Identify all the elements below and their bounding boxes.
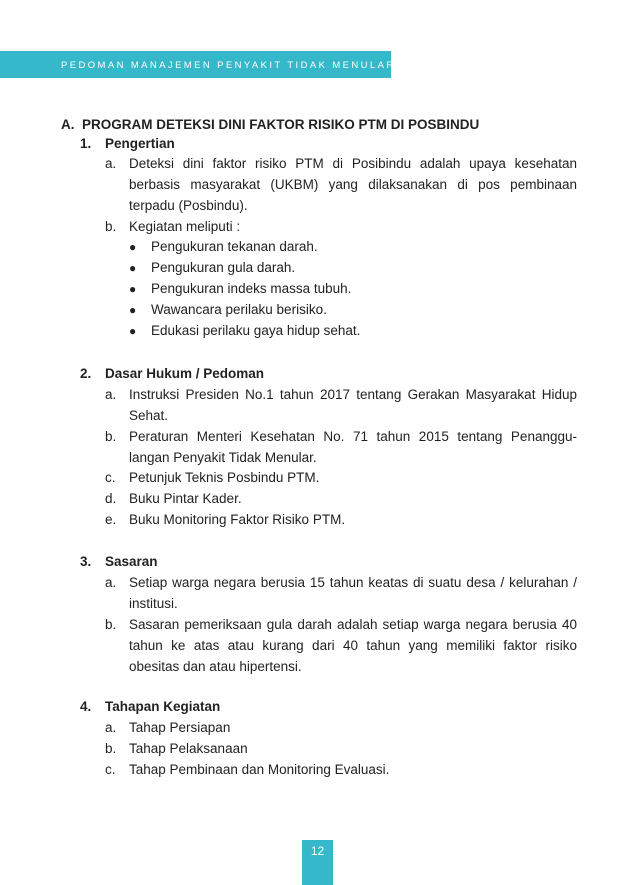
section-title: PROGRAM DETEKSI DINI FAKTOR RISIKO PTM DI POSBINDU xyxy=(82,117,480,132)
pengertian-item-b: Kegiatan meliputi : xyxy=(129,219,241,234)
subsection-number: 2. xyxy=(80,366,92,381)
sasaran-item-b: Sasaran pemeriksaan gula darah adalah setiap warga negara berusia 40 tahun ke atas atau kurang dari 40 tahun yang memiliki faktor risiko obesitas dan atau hipertensi. xyxy=(129,617,577,674)
item-letter: a. xyxy=(105,720,117,735)
subsection-title-tahapan: Tahapan Kegiatan xyxy=(105,699,221,714)
item-letter: a. xyxy=(105,156,117,171)
item-letter: b. xyxy=(105,741,117,756)
subsection-title-dasar-hukum: Dasar Hukum / Pedoman xyxy=(105,366,265,381)
dasar-hukum-item-e: Buku Monitoring Faktor Risiko PTM. xyxy=(129,512,346,527)
section-letter: A. xyxy=(61,117,75,132)
subsection-number: 4. xyxy=(80,699,92,714)
section-heading xyxy=(61,117,479,132)
item-letter: c. xyxy=(105,762,116,777)
tahapan-item-a: Tahap Persiapan xyxy=(129,720,231,735)
page-number-box xyxy=(302,840,333,885)
item-letter: d. xyxy=(105,491,117,506)
bullet-item: Pengukuran tekanan darah. xyxy=(151,239,318,254)
subsection-title-sasaran: Sasaran xyxy=(105,554,158,569)
bullet-icon: ● xyxy=(129,240,137,254)
bullet-item: Pengukuran gula darah. xyxy=(151,260,296,275)
subsection-number: 3. xyxy=(80,554,92,569)
item-letter: b. xyxy=(105,429,117,444)
running-header: PEDOMAN MANAJEMEN PENYAKIT TIDAK MENULAR xyxy=(61,60,396,71)
dasar-hukum-item-b: Peraturan Menteri Kesehatan No. 71 tahun 2015 tentang Penanggu-langan Penyakit Tidak Menular. xyxy=(129,429,577,465)
subsection-title-pengertian: Pengertian xyxy=(105,136,175,151)
sasaran-item-a: Setiap warga negara berusia 15 tahun keatas di suatu desa / kelurahan / institusi. xyxy=(129,575,577,611)
bullet-icon: ● xyxy=(129,303,137,317)
bullet-item: Edukasi perilaku gaya hidup sehat. xyxy=(151,323,361,338)
item-letter: b. xyxy=(105,219,117,234)
bullet-item: Pengukuran indeks massa tubuh. xyxy=(151,281,352,296)
item-letter: b. xyxy=(105,617,117,632)
item-letter: a. xyxy=(105,387,117,402)
header-band xyxy=(0,51,396,78)
tahapan-item-c: Tahap Pembinaan dan Monitoring Evaluasi. xyxy=(129,762,390,777)
bullet-icon: ● xyxy=(129,261,137,275)
pengertian-item-a: Deteksi dini faktor risiko PTM di Posibindu adalah upaya kesehatan berbasis masyarakat (UKBM) yang dilaksanakan di pos pembinaan terpadu (Posbindu). xyxy=(129,156,577,213)
bullet-item: Wawancara perilaku berisiko. xyxy=(151,302,327,317)
tahapan-item-b: Tahap Pelaksanaan xyxy=(129,741,248,756)
item-letter: c. xyxy=(105,470,116,485)
subsection-number: 1. xyxy=(80,136,92,151)
bullet-icon: ● xyxy=(129,324,137,338)
dasar-hukum-item-c: Petunjuk Teknis Posbindu PTM. xyxy=(129,470,320,485)
dasar-hukum-item-d: Buku Pintar Kader. xyxy=(129,491,242,506)
dasar-hukum-item-a: Instruksi Presiden No.1 tahun 2017 tentang Gerakan Masyarakat Hidup Sehat. xyxy=(129,387,577,423)
item-letter: a. xyxy=(105,575,117,590)
bullet-icon: ● xyxy=(129,282,137,296)
item-letter: e. xyxy=(105,512,117,527)
page-number: 12 xyxy=(310,844,325,858)
